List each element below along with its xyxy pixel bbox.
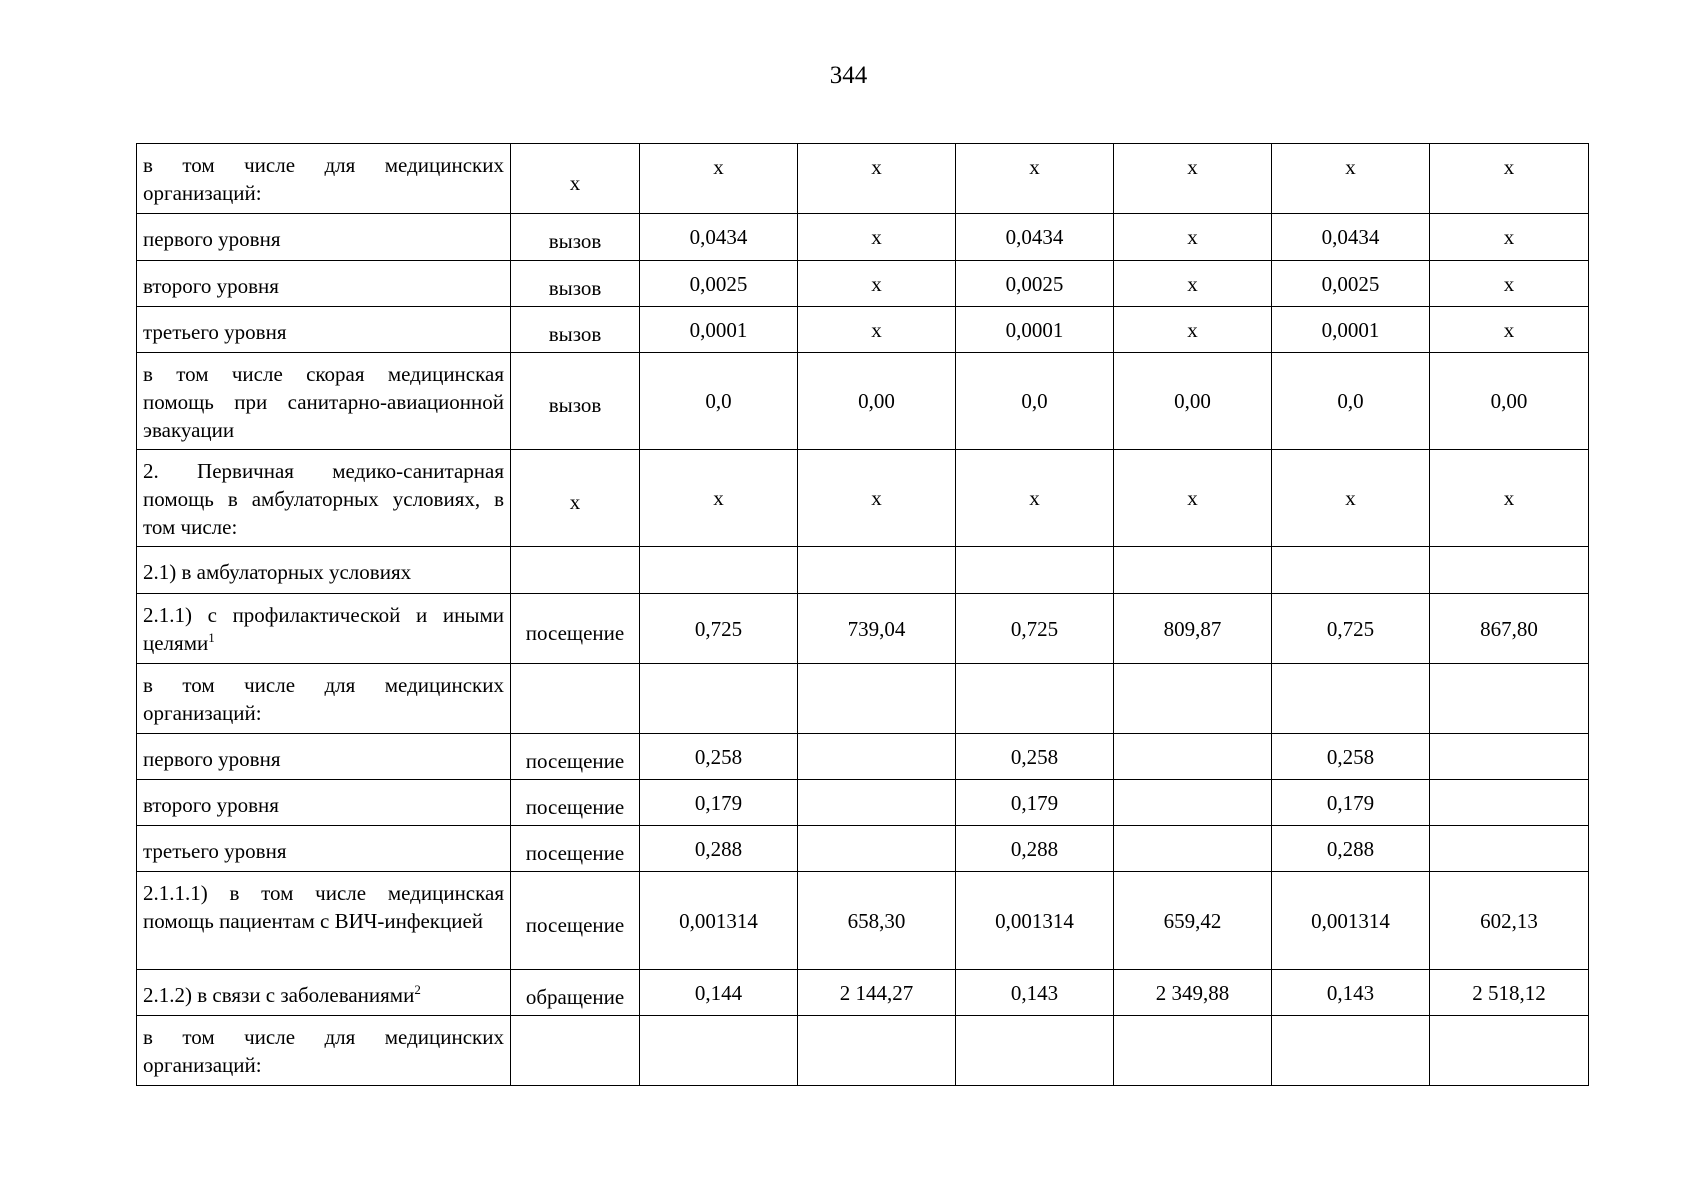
value-cell (1114, 664, 1272, 734)
value-cell: 0,0001 (956, 307, 1114, 353)
table-row (137, 734, 1589, 780)
value-cell: 0,143 (1272, 970, 1430, 1016)
value-cell: х (956, 144, 1114, 214)
value-cell (1114, 826, 1272, 872)
value-cell: 0,0001 (640, 307, 798, 353)
value-cell: х (640, 144, 798, 214)
value-cell: х (1430, 214, 1589, 261)
row-label-text: первого уровня (143, 747, 281, 771)
unit-cell: посещение (511, 780, 640, 826)
value-cell: 0,179 (956, 780, 1114, 826)
value-cell: х (1272, 144, 1430, 214)
row-label (137, 970, 511, 1016)
value-cell: х (798, 144, 956, 214)
value-cell (798, 547, 956, 594)
table-row (137, 1016, 1589, 1086)
value-cell: 0,0434 (640, 214, 798, 261)
value-cell (640, 547, 798, 594)
value-cell: 0,0025 (640, 261, 798, 307)
row-label-text: второго уровня (143, 793, 279, 817)
value-cell: х (1430, 144, 1589, 214)
value-cell: х (798, 307, 956, 353)
unit-cell: вызов (511, 353, 640, 450)
value-cell: 0,258 (1272, 734, 1430, 780)
value-cell: х (1272, 450, 1430, 547)
value-cell (956, 1016, 1114, 1086)
value-cell: 0,00 (1430, 353, 1589, 450)
value-cell (1272, 547, 1430, 594)
page-number: 344 (829, 62, 868, 89)
value-cell: 809,87 (1114, 594, 1272, 664)
value-cell: 0,0434 (956, 214, 1114, 261)
row-label (137, 261, 511, 307)
value-cell: 2 518,12 (1430, 970, 1589, 1016)
footnote-marker: 1 (208, 630, 215, 645)
value-cell: 0,00 (1114, 353, 1272, 450)
value-cell: 0,143 (956, 970, 1114, 1016)
value-cell: х (1114, 450, 1272, 547)
value-cell: 0,0434 (1272, 214, 1430, 261)
value-cell (798, 664, 956, 734)
value-cell: 2 349,88 (1114, 970, 1272, 1016)
value-cell: 658,30 (798, 872, 956, 970)
table-row (137, 594, 1589, 664)
table-row (137, 214, 1589, 261)
row-label-text: 2.1.1.1) в том числе медицинская помощь пациентам с ВИЧ-инфекцией (143, 881, 504, 933)
unit-cell: посещение (511, 826, 640, 872)
row-label-text: в том числе скорая медицинская помощь при санитарно-авиационной эвакуации (143, 362, 504, 442)
value-cell: 0,0025 (956, 261, 1114, 307)
row-label (137, 450, 511, 547)
row-label-text: третьего уровня (143, 320, 287, 344)
value-cell (1114, 734, 1272, 780)
row-label (137, 780, 511, 826)
table-row (137, 144, 1589, 214)
data-table (136, 143, 1589, 1086)
table-row (137, 307, 1589, 353)
value-cell: х (1114, 144, 1272, 214)
value-cell: 0,258 (640, 734, 798, 780)
value-cell: 0,288 (640, 826, 798, 872)
value-cell: х (1114, 261, 1272, 307)
row-label-text: 2.1) в амбулаторных условиях (143, 560, 412, 584)
value-cell: х (1114, 214, 1272, 261)
unit-cell: посещение (511, 872, 640, 970)
value-cell: х (798, 261, 956, 307)
value-cell (1272, 664, 1430, 734)
value-cell (1114, 547, 1272, 594)
value-cell: 0,725 (1272, 594, 1430, 664)
unit-cell: х (511, 450, 640, 547)
value-cell: 867,80 (1430, 594, 1589, 664)
unit-cell: вызов (511, 261, 640, 307)
value-cell: 0,725 (640, 594, 798, 664)
row-label-text: третьего уровня (143, 839, 287, 863)
value-cell: 659,42 (1114, 872, 1272, 970)
row-label (137, 872, 511, 970)
row-label (137, 353, 511, 450)
value-cell (1430, 547, 1589, 594)
value-cell: 0,001314 (640, 872, 798, 970)
value-cell (1272, 1016, 1430, 1086)
unit-cell (511, 664, 640, 734)
value-cell (956, 664, 1114, 734)
footnote-marker: 2 (414, 982, 421, 997)
unit-cell: обращение (511, 970, 640, 1016)
value-cell: 2 144,27 (798, 970, 956, 1016)
value-cell: 0,179 (640, 780, 798, 826)
unit-cell: вызов (511, 214, 640, 261)
value-cell (1430, 734, 1589, 780)
value-cell (1114, 1016, 1272, 1086)
value-cell: 602,13 (1430, 872, 1589, 970)
table-row (137, 261, 1589, 307)
value-cell: 0,0 (956, 353, 1114, 450)
value-cell: х (640, 450, 798, 547)
row-label (137, 144, 511, 214)
row-label-text: в том числе для медицинских организаций: (143, 153, 504, 205)
table-row (137, 826, 1589, 872)
value-cell: 0,288 (956, 826, 1114, 872)
value-cell: 0,258 (956, 734, 1114, 780)
value-cell: х (956, 450, 1114, 547)
unit-cell: х (511, 144, 640, 214)
value-cell (798, 734, 956, 780)
value-cell (1430, 780, 1589, 826)
row-label (137, 307, 511, 353)
row-label (137, 664, 511, 734)
value-cell (1430, 1016, 1589, 1086)
row-label-text: 2.1.2) в связи с заболеваниями (143, 983, 415, 1007)
value-cell: 0,001314 (1272, 872, 1430, 970)
value-cell: х (1114, 307, 1272, 353)
row-label-text: второго уровня (143, 274, 279, 298)
value-cell: х (1430, 307, 1589, 353)
value-cell: 0,0 (640, 353, 798, 450)
value-cell: х (798, 450, 956, 547)
value-cell: х (1430, 261, 1589, 307)
value-cell (640, 664, 798, 734)
value-cell (1114, 780, 1272, 826)
table-row (137, 970, 1589, 1016)
value-cell (798, 1016, 956, 1086)
unit-cell (511, 1016, 640, 1086)
table-row (137, 872, 1589, 970)
unit-cell (511, 547, 640, 594)
row-label-text: первого уровня (143, 227, 281, 251)
row-label (137, 826, 511, 872)
value-cell (798, 780, 956, 826)
value-cell (1430, 664, 1589, 734)
row-label (137, 734, 511, 780)
value-cell (1430, 826, 1589, 872)
row-label-text: в том числе для медицинских организаций: (143, 1025, 504, 1077)
row-label (137, 547, 511, 594)
value-cell: 0,144 (640, 970, 798, 1016)
table-row (137, 780, 1589, 826)
unit-cell: вызов (511, 307, 640, 353)
table-row (137, 547, 1589, 594)
table-row (137, 450, 1589, 547)
unit-cell: посещение (511, 734, 640, 780)
row-label-text: 2. Первичная медико-санитарная помощь в амбулаторных условиях, в том числе: (143, 459, 504, 539)
value-cell: 0,288 (1272, 826, 1430, 872)
row-label (137, 594, 511, 664)
value-cell: 0,00 (798, 353, 956, 450)
value-cell: х (798, 214, 956, 261)
value-cell: х (1430, 450, 1589, 547)
value-cell (640, 1016, 798, 1086)
row-label-text: 2.1.1) с профилактической и иными целями (143, 603, 504, 655)
value-cell (798, 826, 956, 872)
value-cell: 0,001314 (956, 872, 1114, 970)
value-cell: 0,0025 (1272, 261, 1430, 307)
value-cell: 0,0 (1272, 353, 1430, 450)
table-row (137, 664, 1589, 734)
table-body (137, 144, 1589, 1086)
row-label (137, 1016, 511, 1086)
value-cell: 0,0001 (1272, 307, 1430, 353)
value-cell: 0,725 (956, 594, 1114, 664)
row-label-text: в том числе для медицинских организаций: (143, 673, 504, 725)
value-cell (956, 547, 1114, 594)
row-label (137, 214, 511, 261)
value-cell: 0,179 (1272, 780, 1430, 826)
table-row (137, 353, 1589, 450)
unit-cell: посещение (511, 594, 640, 664)
value-cell: 739,04 (798, 594, 956, 664)
